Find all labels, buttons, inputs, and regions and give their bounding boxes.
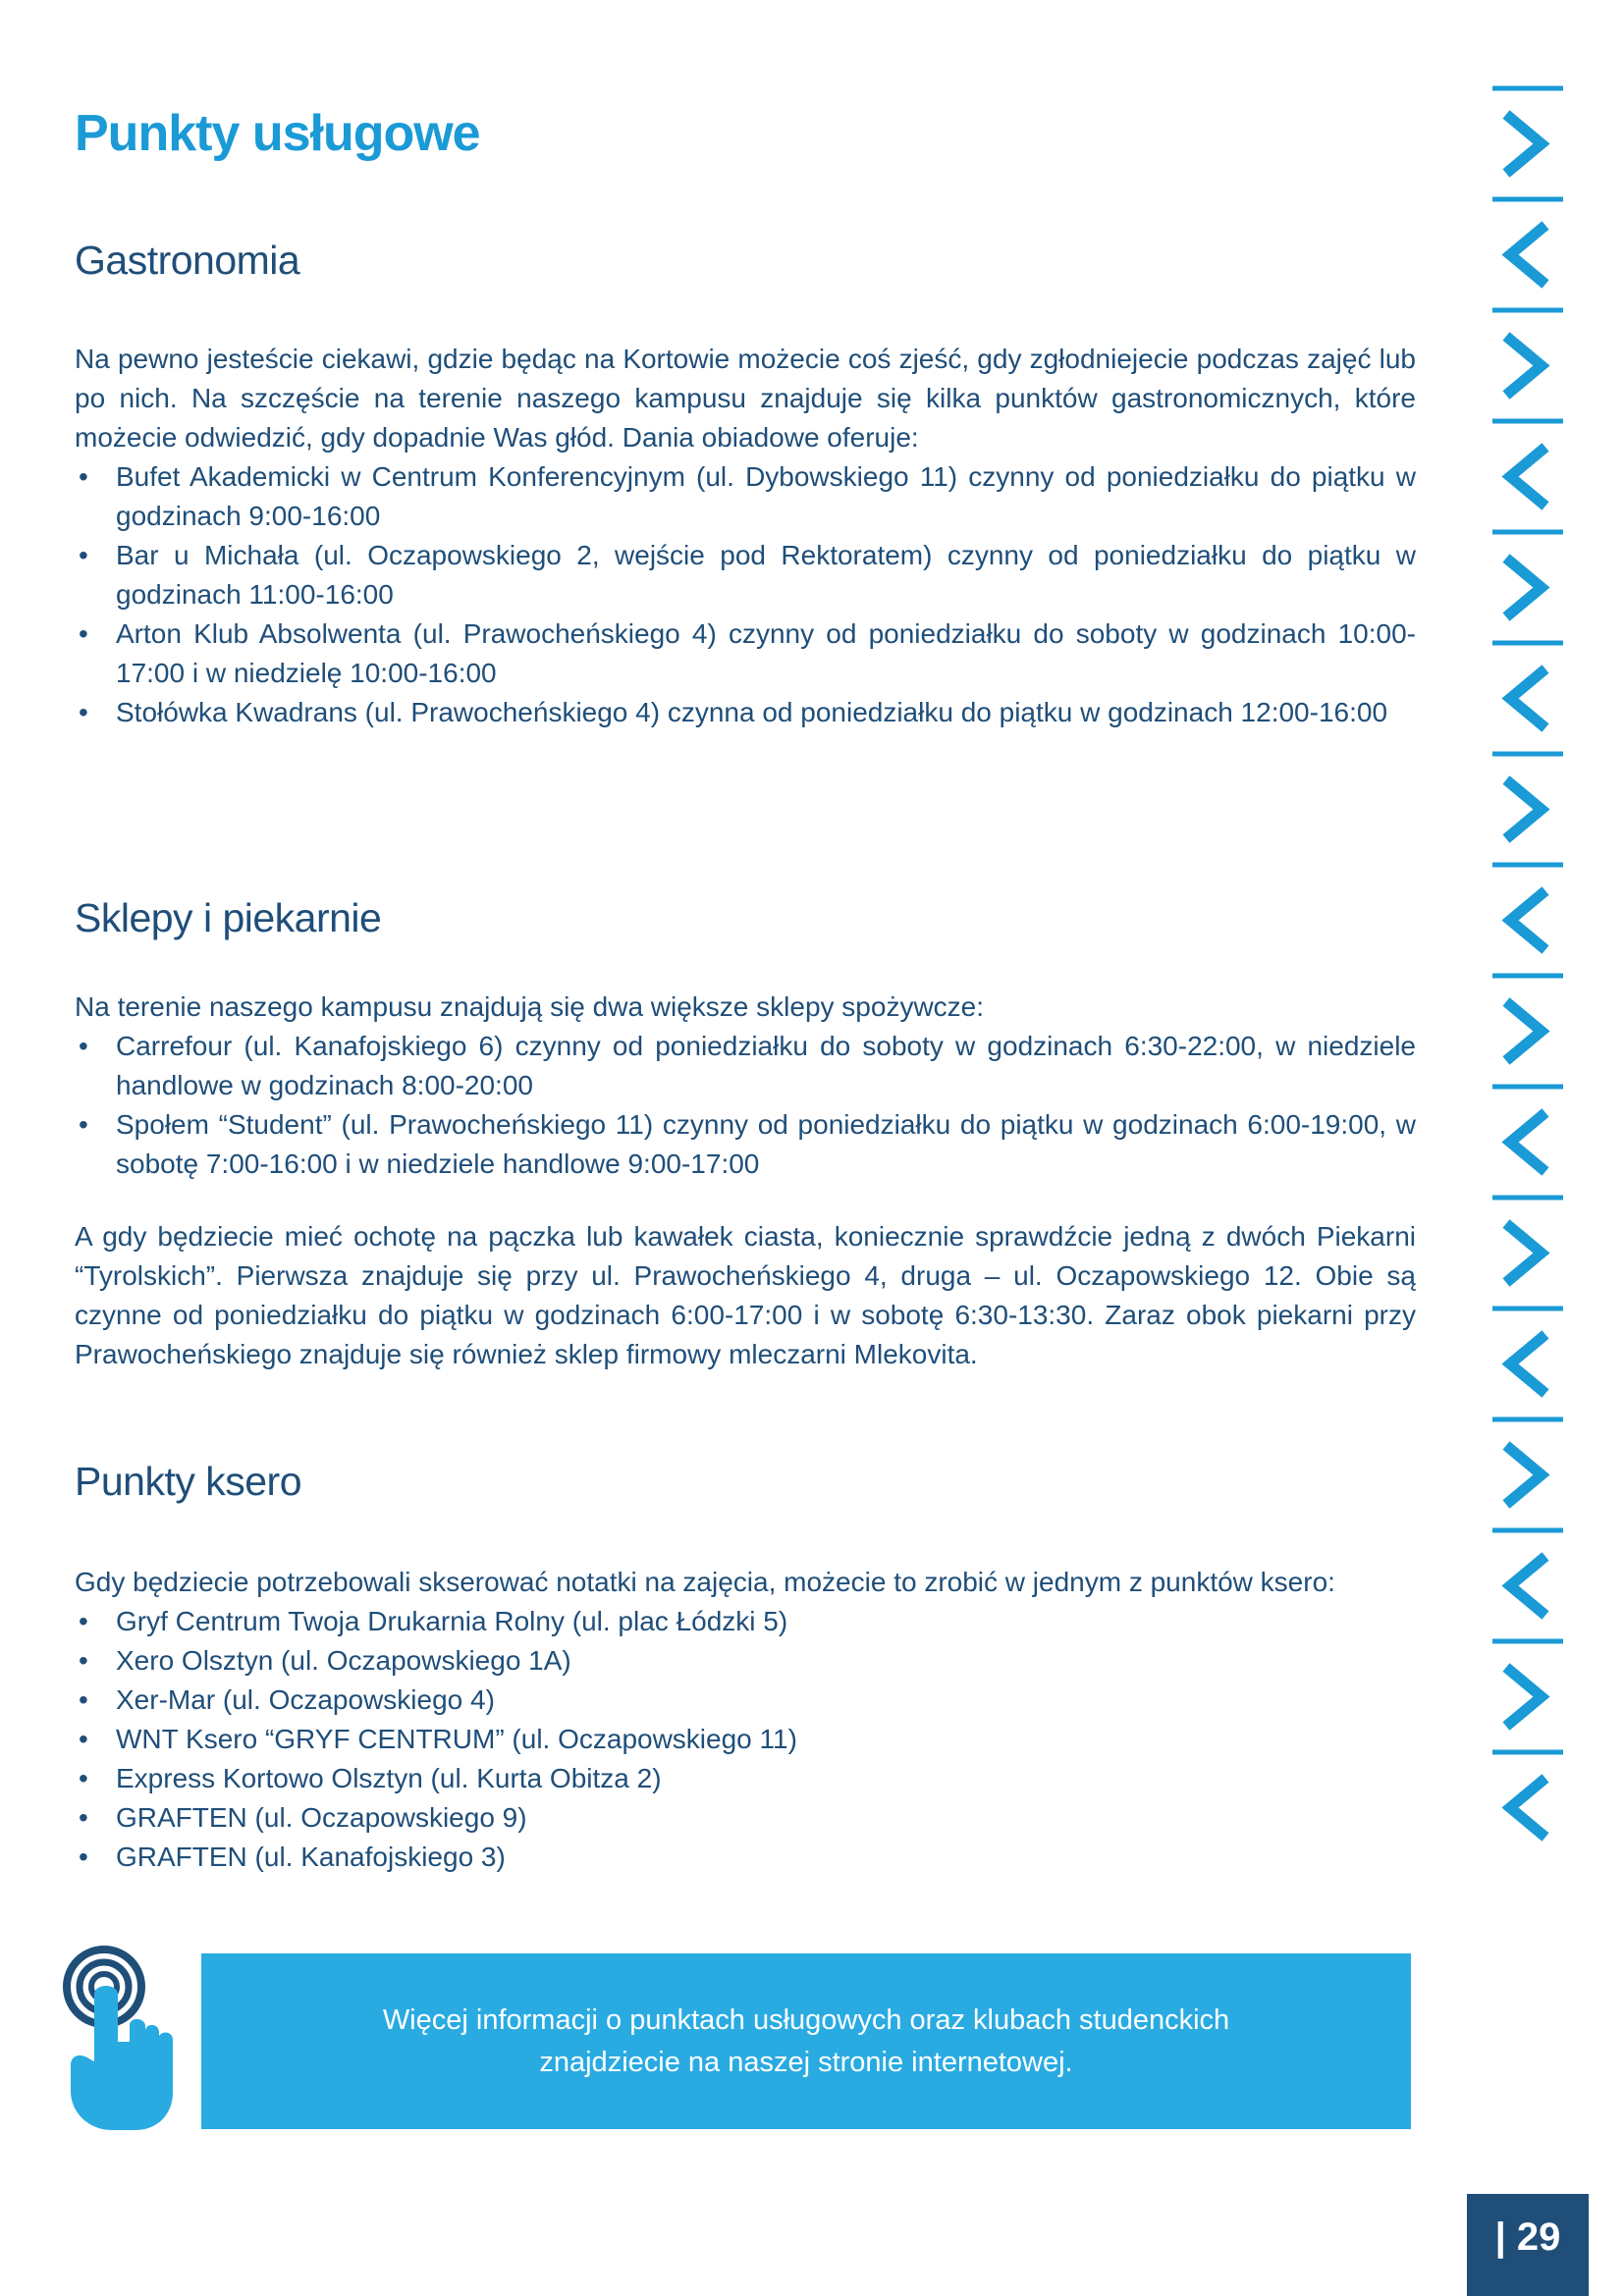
chevron-right-icon [1506, 559, 1542, 617]
gastronomia-list [75, 457, 1416, 732]
page-number: | 29 [1467, 2194, 1589, 2296]
chevron-left-icon [1510, 1113, 1545, 1172]
list-item: • Express Kortowo Olsztyn (ul. Kurta Obitza 2) [75, 1759, 1416, 1798]
list-item: • Bufet Akademicki w Centrum Konferencyjnym (ul. Dybowskiego 11) czynny od poniedziałku do piątku w godzinach 9:00-16:00 [75, 457, 1416, 536]
chevron-right-icon [1506, 337, 1542, 396]
info-line-2: znajdziecie na naszej stronie internetowej. [539, 2046, 1073, 2078]
chevron-left-icon [1510, 669, 1545, 728]
gastronomia-intro: Na pewno jesteście ciekawi, gdzie będąc na Kortowie możecie coś zjeść, gdy zgłodniejecie podczas zajęć lub po nich. Na szczęście na terenie naszego kampusu znajduje się kilka punktów gastronomicznych, które możecie odwiedzić, gdy dopadnie Was głód. Dania obiadowe oferuje: [75, 344, 1416, 453]
info-box [201, 1953, 1411, 2129]
heading-ksero: Punkty ksero [75, 1459, 301, 1504]
list-item: • Społem “Student” (ul. Prawocheńskiego 11) czynny od poniedziałku do piątku w godzinach 6:00-19:00, w sobotę 7:00-16:00 i w niedziele handlowe 9:00-17:00 [75, 1105, 1416, 1184]
chevron-left-icon [1510, 226, 1545, 285]
list-item: • Arton Klub Absolwenta (ul. Prawocheńskiego 4) czynny od poniedziałku do soboty w godzinach 10:00-17:00 i w niedzielę 10:00-16:00 [75, 614, 1416, 693]
chevron-left-icon [1510, 1335, 1545, 1394]
list-item: • Stołówka Kwadrans (ul. Prawocheńskiego 4) czynna od poniedziałku do piątku w godzinach 12:00-16:00 [75, 693, 1416, 732]
section-sklepy [75, 988, 1416, 1184]
list-item: • GRAFTEN (ul. Kanafojskiego 3) [75, 1838, 1416, 1877]
ksero-intro: Gdy będziecie potrzebowali skserować notatki na zajęcia, możecie to zrobić w jednym z punktów ksero: [75, 1567, 1335, 1597]
hand-tap-icon [61, 1944, 177, 2132]
list-item: • Carrefour (ul. Kanafojskiego 6) czynny od poniedziałku do soboty w godzinach 6:30-22:00, w niedziele handlowe w godzinach 8:00-20:00 [75, 1027, 1416, 1105]
bakery-text: A gdy będziecie mieć ochotę na pączka lub kawałek ciasta, koniecznie sprawdźcie jedną z dwóch Piekarni “Tyrolskich”. Pierwsza znajduje się przy ul. Prawocheńskiego 4, druga – ul. Oczapowskiego 12. Obie są czynne od poniedziałku do piątku w godzinach 6:00-17:00 i w sobotę 6:30-13:30. Zaraz obok piekarni przy Prawocheńskiego znajduje się również sklep firmowy mleczarni Mlekovita. [75, 1221, 1416, 1369]
section-gastronomia [75, 340, 1416, 732]
sklepy-intro: Na terenie naszego kampusu znajdują się dwa większe sklepy spożywcze: [75, 991, 985, 1022]
ksero-list [75, 1602, 1416, 1877]
chevron-left-icon [1510, 1779, 1545, 1838]
chevron-right-icon [1506, 1224, 1542, 1283]
bakery-paragraph [75, 1217, 1416, 1374]
list-item: • Gryf Centrum Twoja Drukarnia Rolny (ul. plac Łódzki 5) [75, 1602, 1416, 1641]
section-ksero [75, 1563, 1416, 1877]
list-item: • GRAFTEN (ul. Oczapowskiego 9) [75, 1798, 1416, 1838]
sklepy-list [75, 1027, 1416, 1184]
list-item: • WNT Ksero “GRYF CENTRUM” (ul. Oczapowskiego 11) [75, 1720, 1416, 1759]
chevron-left-icon [1510, 448, 1545, 507]
page-title: Punkty usługowe [75, 105, 480, 162]
chevron-left-icon [1510, 1557, 1545, 1616]
chevron-right-icon [1506, 1002, 1542, 1061]
info-line-1: Więcej informacji o punktach usługowych oraz klubach studenckich [382, 2003, 1230, 2036]
chevron-right-icon [1506, 1668, 1542, 1727]
chevron-right-icon [1506, 780, 1542, 839]
heading-sklepy: Sklepy i piekarnie [75, 895, 382, 940]
chevron-right-icon [1506, 115, 1542, 174]
list-item: • Xero Olsztyn (ul. Oczapowskiego 1A) [75, 1641, 1416, 1681]
heading-gastronomia: Gastronomia [75, 238, 300, 283]
list-item: • Bar u Michała (ul. Oczapowskiego 2, wejście pod Rektoratem) czynny od poniedziałku do piątku w godzinach 11:00-16:00 [75, 536, 1416, 614]
chevron-strip-icon [1485, 82, 1569, 1859]
chevron-right-icon [1506, 1446, 1542, 1505]
list-item: • Xer-Mar (ul. Oczapowskiego 4) [75, 1681, 1416, 1720]
chevron-left-icon [1510, 891, 1545, 950]
